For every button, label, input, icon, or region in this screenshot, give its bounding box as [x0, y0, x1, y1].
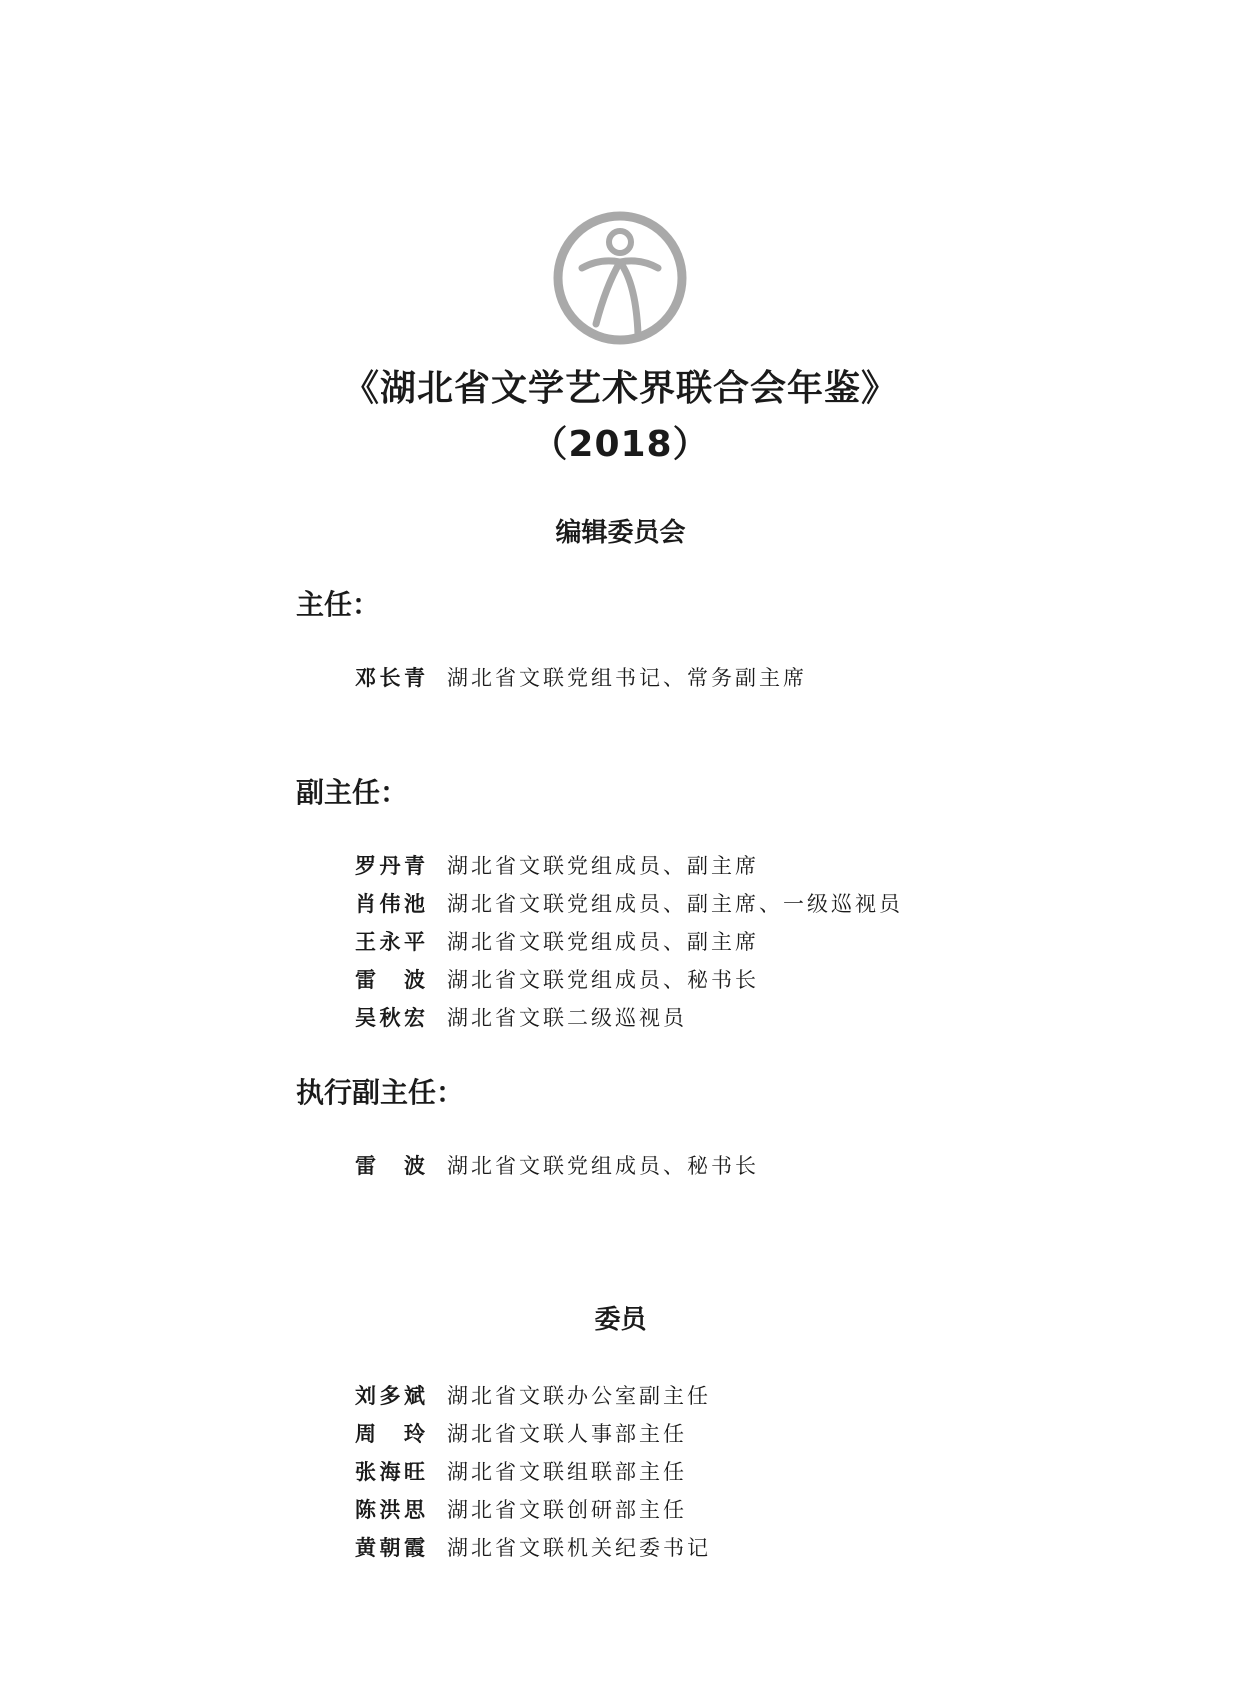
hubei-federation-seal-icon	[548, 206, 692, 350]
editorial-committee-title: 编辑委员会	[555, 518, 686, 548]
member-name: 肖伟池	[355, 892, 425, 916]
yearbook-year: （2018）	[531, 424, 710, 465]
member-name: 邓长青	[355, 666, 425, 690]
committee-member-row	[355, 1492, 687, 1528]
member-role: 湖北省文联创研部主任	[447, 1498, 687, 1522]
members-title: 委员	[594, 1305, 647, 1335]
member-role: 湖北省文联党组成员、副主席、一级巡视员	[447, 892, 903, 916]
committee-member-row	[355, 1416, 687, 1452]
committee-member-row	[355, 1454, 687, 1490]
member-name: 周 玲	[355, 1422, 425, 1446]
section-heading-executive-deputy: 执行副主任：	[296, 1076, 465, 1109]
director-row	[355, 660, 807, 696]
member-name: 雷 波	[355, 1154, 425, 1178]
deputy-director-row	[355, 886, 903, 922]
member-role: 湖北省文联党组成员、秘书长	[447, 968, 759, 992]
member-role: 湖北省文联二级巡视员	[447, 1006, 687, 1030]
member-name: 刘多斌	[355, 1384, 425, 1408]
deputy-director-row	[355, 848, 759, 884]
member-name: 王永平	[355, 930, 425, 954]
member-role: 湖北省文联党组书记、常务副主席	[447, 666, 807, 690]
executive-deputy-row	[355, 1148, 759, 1184]
deputy-director-row	[355, 924, 759, 960]
yearbook-title: 《湖北省文学艺术界联合会年鉴》	[342, 368, 898, 409]
member-name: 罗丹青	[355, 854, 425, 878]
member-name: 黄朝霞	[355, 1536, 425, 1560]
member-name: 张海旺	[355, 1460, 425, 1484]
member-role: 湖北省文联党组成员、秘书长	[447, 1154, 759, 1178]
section-heading-director: 主任：	[296, 588, 381, 621]
deputy-director-row	[355, 1000, 687, 1036]
member-role: 湖北省文联办公室副主任	[447, 1384, 711, 1408]
member-role: 湖北省文联组联部主任	[447, 1460, 687, 1484]
section-heading-deputy-directors: 副主任：	[296, 776, 409, 809]
deputy-director-row	[355, 962, 759, 998]
member-name: 雷 波	[355, 968, 425, 992]
committee-member-row	[355, 1378, 711, 1414]
member-role: 湖北省文联党组成员、副主席	[447, 854, 759, 878]
member-role: 湖北省文联人事部主任	[447, 1422, 687, 1446]
member-name: 陈洪思	[355, 1498, 425, 1522]
member-role: 湖北省文联党组成员、副主席	[447, 930, 759, 954]
committee-member-row	[355, 1530, 711, 1566]
member-name: 吴秋宏	[355, 1006, 425, 1030]
member-role: 湖北省文联机关纪委书记	[447, 1536, 711, 1560]
